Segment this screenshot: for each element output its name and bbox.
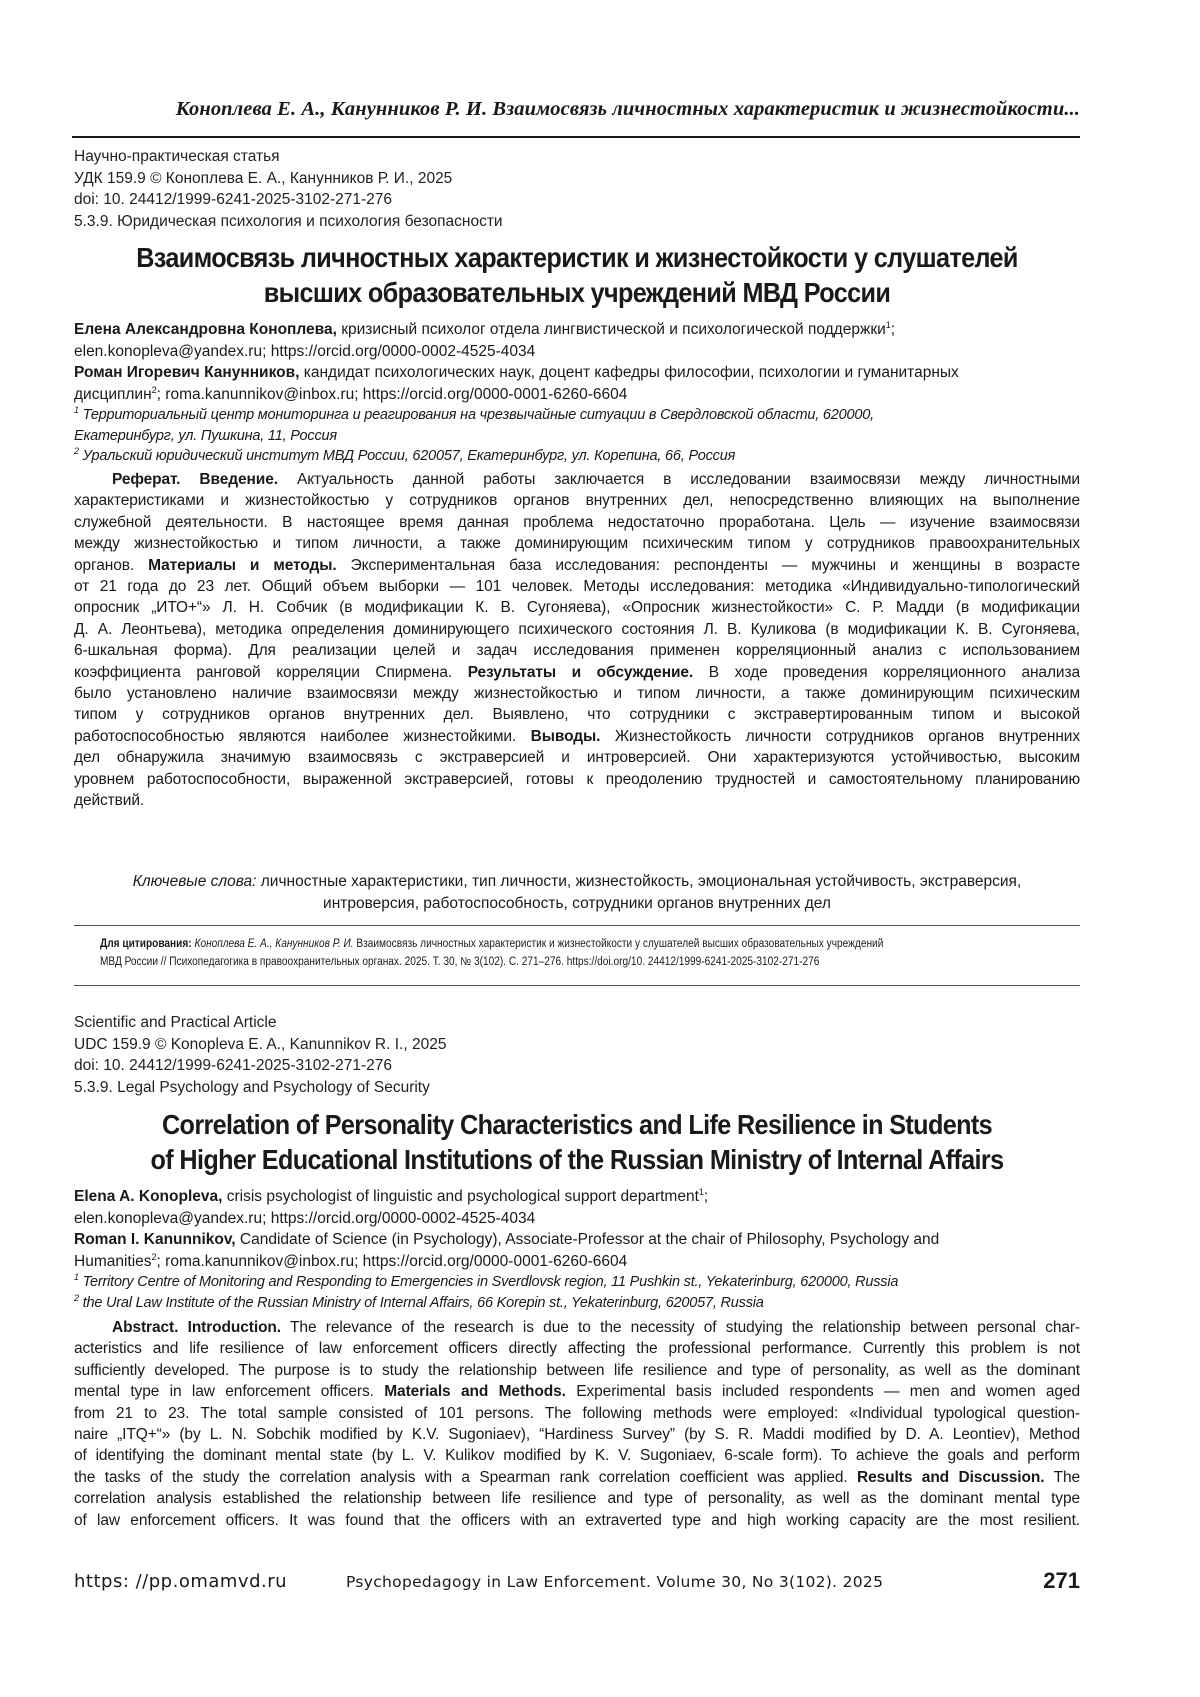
en-author1-tail: ; [704, 1188, 708, 1205]
citation-line2: МВД России // Психопедагогика в правоохранительных органах. 2025. Т. 30, № 3(102). С. 271–276. https://doi.org/10. 24412/1999-6241-2025-3102-271-276 [100, 953, 1042, 971]
en-author2-line2 [74, 1251, 1080, 1273]
journal-page [0, 0, 1200, 1697]
abstract-line: naire „ITQ+“» (by L. N. Sobchik modified by K.V. Sugoniaev), “Hardiness Survey” (by S. R. Maddi modified by D. A. Leontiev), Method [74, 1424, 1080, 1445]
abstract-text: коэффициента ранговой корреляции Спирмена. [74, 664, 468, 681]
abstract-text: Experimental basis included respondents — men and women aged [566, 1383, 1080, 1400]
abstract-line: sufficiently developed. The purpose is to study the relationship between life resilience and type of personality, as well as the dominant [74, 1360, 1080, 1381]
abstract-text: mental type in law enforcement officers. [74, 1383, 384, 1400]
ru-affil1-text: Территориальный центр мониторинга и реагирования на чрезвычайные ситуации в Свердловской области, 620000, [79, 407, 874, 423]
ru-affil2-text: Уральский юридический институт МВД России, 620057, Екатеринбург, ул. Корепина, 66, Россия [79, 448, 735, 464]
en-author1-contacts: elen.konopleva@yandex.ru; https://orcid.org/0000-0002-4525-4034 [74, 1208, 1080, 1230]
ru-author2-line [74, 362, 1080, 384]
en-title [124, 1108, 1029, 1177]
abstract-text: Экспериментальная база исследования: респонденты — мужчины и женщины в возрасте [337, 557, 1080, 574]
ru-author2-contacts: ; roma.kanunnikov@inbox.ru; https://orcid.org/0000-0001-6260-6604 [157, 386, 628, 403]
en-authors [74, 1186, 1080, 1272]
en-affil2-sup: 2 [74, 1293, 79, 1303]
ru-author2-dept: дисциплин [74, 386, 152, 403]
en-label-intro: Abstract. Introduction. [112, 1319, 281, 1336]
en-author2-dept: Humanities [74, 1253, 152, 1270]
en-doi: doi: 10. 24412/1999-6241-2025-3102-271-276 [74, 1055, 446, 1077]
footer-journal: Psychopedagogy in Law Enforcement. Volume 30, No 3(102). 2025 [346, 1573, 883, 1591]
citation-rule-top [74, 925, 1080, 926]
ru-author1-contacts: elen.konopleva@yandex.ru; https://orcid.org/0000-0002-4525-4034 [74, 341, 1080, 363]
abstract-line: дел обнаружила значимую взаимосвязь с экстраверсией и интроверсией. Они характеризуются устойчивостью, высоким [74, 747, 1080, 768]
ru-affiliations [74, 405, 1080, 467]
en-affil1 [74, 1272, 1080, 1293]
abstract-line: from 21 to 23. The total sample consisted of 101 persons. The following methods were employed: «Individual typological question- [74, 1403, 1080, 1424]
ru-author2-sup: 2 [152, 384, 157, 394]
abstract-line: of law enforcement officers. It was found that the officers with an extraverted type and high working capacity are the most resilient. [74, 1510, 1080, 1531]
ru-affil2-sup: 2 [74, 446, 79, 456]
ru-keywords-label: Ключевые слова: [133, 873, 257, 890]
ru-label-intro: Реферат. Введение. [112, 471, 278, 488]
abstract-line: между жизнестойкостью и типом личности, а также доминирующим психическим типом у сотрудников правоохранительных [74, 533, 1080, 554]
abstract-line: acteristics and life resilience of law enforcement officers directly affecting the professional performance. Currently this problem is not [74, 1338, 1080, 1359]
en-label-results: Results and Discussion. [857, 1469, 1044, 1486]
abstract-line: опросник „ИТО+“» Л. Н. Собчик (в модификации К. В. Сугоняева), «Опросник жизнестойкости» С. Р. Мадди (в модификации [74, 597, 1080, 618]
ru-udc: УДК 159.9 © Коноплева Е. А., Канунников Р. И., 2025 [74, 168, 503, 190]
abstract-text: работоспособностью являются наиболее жизнестойкими. [74, 728, 531, 745]
ru-keywords-text: личностные характеристики, тип личности, жизнестойкость, эмоциональная устойчивость, экстраверсия, [256, 873, 1021, 890]
en-article-meta [74, 1012, 446, 1098]
ru-article-type: Научно-практическая статья [74, 146, 503, 168]
en-affiliations [74, 1272, 1080, 1313]
ru-author2-line2 [74, 384, 1080, 406]
ru-affil1 [74, 405, 1080, 426]
ru-label-methods: Материалы и методы. [148, 557, 336, 574]
en-author1-desc: crisis psychologist of linguistic and psychological support department [222, 1188, 698, 1205]
ru-author1-line [74, 319, 1080, 341]
ru-author2-desc: кандидат психологических наук, доцент кафедры философии, психологии и гуманитарных [299, 364, 958, 381]
abstract-text: органов. [74, 557, 148, 574]
en-author2-contacts: ; roma.kanunnikov@inbox.ru; https://orcid.org/0000-0001-6260-6604 [157, 1253, 628, 1270]
ru-author1-name: Елена Александровна Коноплева, [74, 321, 337, 338]
abstract-line [74, 1381, 1080, 1402]
citation-label: Для цитирования: [100, 938, 192, 950]
ru-doi: doi: 10. 24412/1999-6241-2025-3102-271-276 [74, 189, 503, 211]
abstract-line: correlation analysis established the relationship between life resilience and type of personality, as well as the dominant mental type [74, 1488, 1080, 1509]
ru-title-line: Взаимосвязь личностных характеристик и жизнестойкости у слушателей [124, 241, 1029, 276]
en-author1-line [74, 1186, 1080, 1208]
citation-line [100, 935, 1042, 953]
abstract-line: Д. А. Леонтьева), методика определения доминирующего психического состояния Л. В. Куликова (в модификации К. В. Сугоняева, [74, 619, 1080, 640]
ru-affil1-cont: Екатеринбург, ул. Пушкина, 11, Россия [74, 426, 1080, 447]
abstract-text: В ходе проведения корреляционного анализа [693, 664, 1080, 681]
ru-keywords-line [74, 871, 1080, 893]
abstract-text: Жизнестойкость личности сотрудников органов внутренних [600, 728, 1080, 745]
ru-specialty: 5.3.9. Юридическая психология и психология безопасности [74, 211, 503, 233]
citation-rule-bottom [74, 985, 1080, 986]
ru-keywords-line2: интроверсия, работоспособность, сотрудники органов внутренних дел [74, 893, 1080, 915]
ru-abstract [74, 469, 1080, 812]
ru-affil2 [74, 446, 1080, 467]
en-author2-line [74, 1229, 1080, 1251]
ru-author1-tail: ; [891, 321, 895, 338]
en-author2-name: Roman I. Kanunnikov, [74, 1231, 236, 1248]
ru-author1-sup: 1 [886, 320, 891, 330]
citation-authors: Коноплева Е. А., Канунников Р. И. [192, 938, 354, 950]
abstract-line: характеристиками и жизнестойкостью у сотрудников органов внутренних дел, непосредственно влияющих на выполнение [74, 490, 1080, 511]
en-udc: UDC 159.9 © Konopleva E. A., Kanunnikov R. I., 2025 [74, 1034, 446, 1056]
abstract-line: от 21 года до 23 лет. Общий объем выборки — 101 человек. Методы исследования: методика «Индивидуально-типологический [74, 576, 1080, 597]
citation-text: Взаимосвязь личностных характеристик и жизнестойкости у слушателей высших образовательных учреждений [354, 938, 884, 950]
abstract-line: было установлено наличие взаимосвязи между жизнестойкостью и типом личности, а также доминирующим психическим [74, 683, 1080, 704]
abstract-line [74, 469, 1080, 490]
en-author2-desc: Candidate of Science (in Psychology), Associate-Professor at the chair of Philosophy, Psychology and [236, 1231, 940, 1248]
en-label-methods: Materials and Methods. [384, 1383, 566, 1400]
abstract-text: The [1044, 1469, 1080, 1486]
ru-title [124, 241, 1029, 310]
citation-block [100, 935, 1042, 971]
ru-label-conclusions: Выводы. [531, 728, 601, 745]
en-author2-sup: 2 [152, 1251, 157, 1261]
abstract-line [74, 726, 1080, 747]
en-affil2 [74, 1293, 1080, 1314]
ru-keywords [74, 871, 1080, 914]
ru-authors [74, 319, 1080, 405]
en-author1-sup: 1 [699, 1187, 704, 1197]
en-affil1-sup: 1 [74, 1272, 79, 1282]
running-header: Коноплева Е. А., Канунников Р. И. Взаимосвязь личностных характеристик и жизнестойкости... [72, 98, 1080, 121]
footer-url[interactable]: https: //pp.omamvd.ru [74, 1571, 287, 1592]
en-affil1-text: Territory Centre of Monitoring and Responding to Emergencies in Sverdlovsk region, 11 Pushkin st., Yekaterinburg, 620000, Russia [79, 1274, 898, 1290]
abstract-line [74, 1317, 1080, 1338]
en-author1-name: Elena A. Konopleva, [74, 1188, 222, 1205]
ru-author2-name: Роман Игоревич Канунников, [74, 364, 299, 381]
en-specialty: 5.3.9. Legal Psychology and Psychology of Security [74, 1077, 446, 1099]
en-article-type: Scientific and Practical Article [74, 1012, 446, 1034]
abstract-line: типом у сотрудников органов внутренних дел. Выявлено, что сотрудники с экстравертированным типом и высокой [74, 704, 1080, 725]
ru-author1-desc: кризисный психолог отдела лингвистической и психологической поддержки [337, 321, 886, 338]
en-abstract [74, 1317, 1080, 1531]
page-number: 271 [1043, 1568, 1080, 1594]
abstract-line: of identifying the dominant mental state (by L. V. Kulikov modified by K. V. Sugoniaev, 6-scale form). To achieve the goals and perform [74, 1445, 1080, 1466]
abstract-line [74, 555, 1080, 576]
abstract-text: The relevance of the research is due to the necessity of studying the relationship between personal char- [281, 1319, 1080, 1336]
abstract-line: служебной деятельности. В настоящее время данная проблема недостаточно проработана. Цель — изучение взаимосвязи [74, 512, 1080, 533]
ru-title-line: высших образовательных учреждений МВД России [124, 276, 1029, 311]
ru-article-meta [74, 146, 503, 232]
abstract-text: the tasks of the study the correlation analysis with a Spearman rank correlation coefficient was applied. [74, 1469, 857, 1486]
abstract-line: действий. [74, 790, 1080, 811]
abstract-line [74, 1467, 1080, 1488]
abstract-text: Актуальность данной работы заключается в исследовании взаимосвязи между личностными [278, 471, 1080, 488]
ru-affil1-sup: 1 [74, 405, 79, 415]
abstract-line: 6-шкальная форма). Для реализации целей и задач исследования применен корреляционный анализ с использованием [74, 640, 1080, 661]
ru-label-results: Результаты и обсуждение. [468, 664, 693, 681]
abstract-line [74, 662, 1080, 683]
header-rule [72, 136, 1080, 138]
abstract-line: уровнем работоспособности, выраженной экстраверсией, готовы к преодолению трудностей и самостоятельному планированию [74, 769, 1080, 790]
en-title-line: of Higher Educational Institutions of the Russian Ministry of Internal Affairs [124, 1143, 1029, 1178]
en-title-line: Correlation of Personality Characteristics and Life Resilience in Students [124, 1108, 1029, 1143]
en-affil2-text: the Ural Law Institute of the Russian Ministry of Internal Affairs, 66 Korepin st., Yekaterinburg, 620057, Russia [79, 1295, 764, 1311]
